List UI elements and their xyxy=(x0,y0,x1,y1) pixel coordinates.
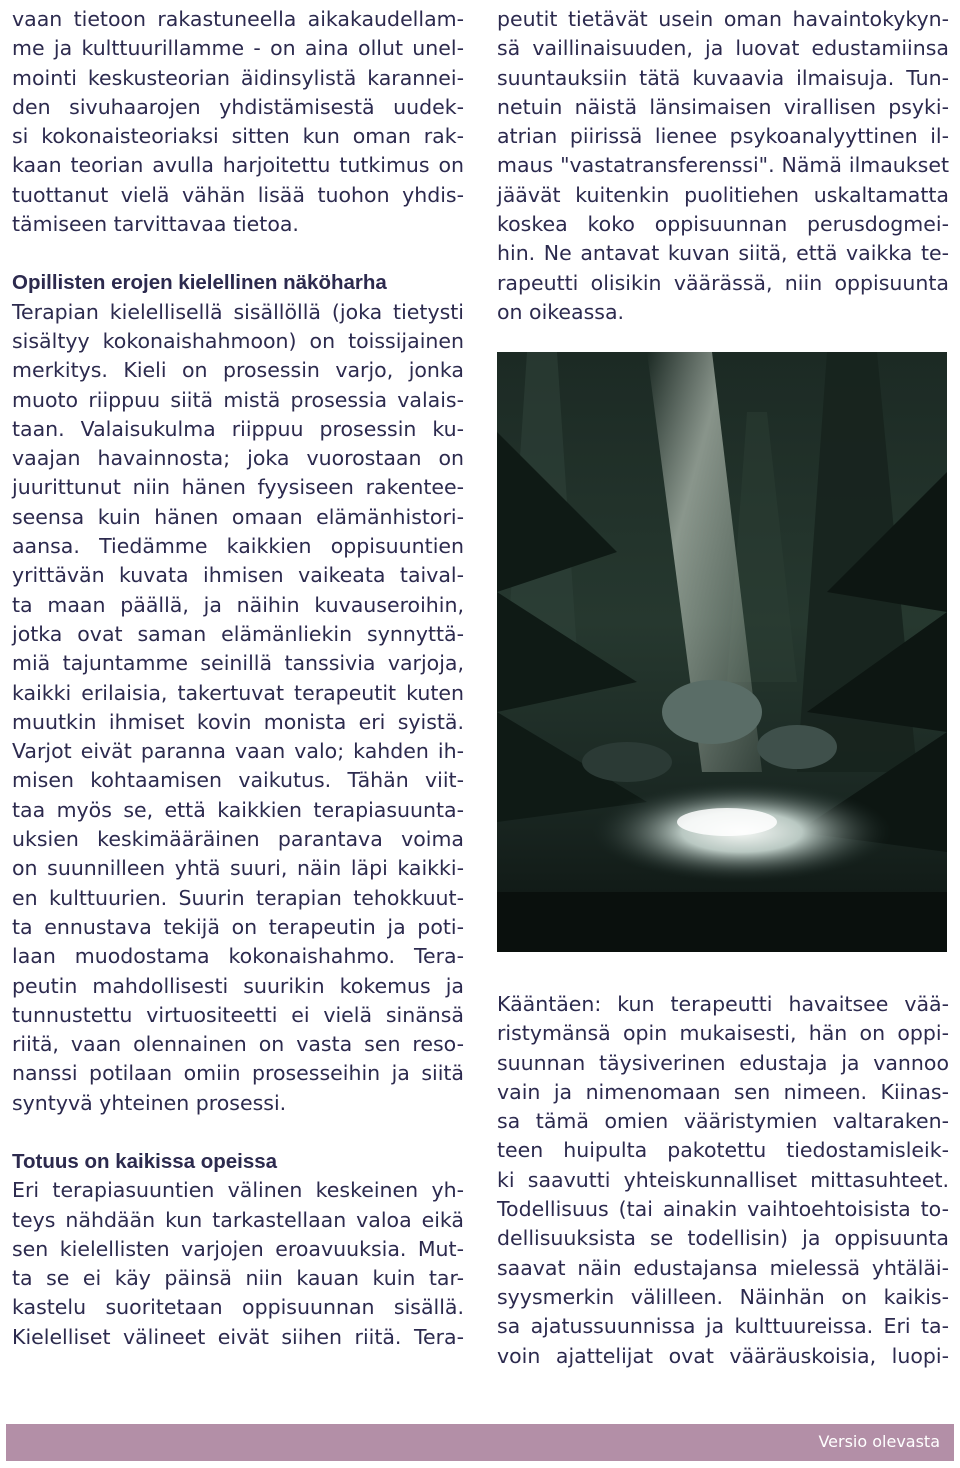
text-line: si kokonaisteoriaksi sitten kun oman rak- xyxy=(12,124,464,149)
text-line: suunnan täysiverinen edustaja ja vannoo xyxy=(497,1050,949,1075)
section-heading-opillisten: Opillisten erojen kielellinen näköharha xyxy=(12,271,387,295)
text-line: kaikki erilaisia, takertuvat terapeutit kuten xyxy=(12,680,464,705)
text-line: misen kohtaamisen vaikutus. Tähän viit- xyxy=(12,768,464,793)
text-line: on oikeassa. xyxy=(497,299,625,324)
text-line: sa ajatussuunnissa ja kulttuureissa. Eri ta- xyxy=(497,1314,949,1339)
text-line: syntyvä yhteinen prosessi. xyxy=(12,1090,287,1115)
text-line: juurittunut niin hänen fyysiseen rakentee- xyxy=(12,475,464,500)
text-line: on suunnilleen yhtä suuri, näin läpi kaikki- xyxy=(12,856,464,881)
text-line: Varjot eivät paranna vaan valo; kahden ih- xyxy=(12,739,464,764)
right-bottom-paragraph xyxy=(497,990,949,1371)
text-line: ristymänsä opin mukaisesti, hän on oppi- xyxy=(497,1021,949,1046)
text-line: nanssi potilaan omiin prosesseihin ja siitä xyxy=(12,1061,464,1086)
text-line: saavat näin edustajansa mielessä yhtäläi- xyxy=(497,1255,949,1280)
text-line: tunnustettu virtuositeetti ei vielä sinänsä xyxy=(12,1002,464,1027)
right-top-paragraph xyxy=(497,5,949,327)
section-heading-totuus: Totuus on kaikissa opeissa xyxy=(12,1149,278,1173)
text-line: riitä, vaan olennainen on vasta sen reso- xyxy=(12,1032,464,1057)
text-line: aansa. Tiedämme kaikkien oppisuuntien xyxy=(12,534,464,559)
text-line: jotka ovat saman elämänliekin synnyttä- xyxy=(12,621,464,646)
text-line: sisältyy kokonaishahmoon) on toissijainen xyxy=(12,328,464,353)
text-line: ta ennustava tekijä on terapeutin ja poti- xyxy=(12,914,464,939)
text-line: maus "vastatransferenssi". Nämä ilmaukset xyxy=(497,153,949,178)
left-column xyxy=(12,5,464,1352)
text-line: dellisuuksista se todellisin) ja oppisuunta xyxy=(497,1226,949,1251)
text-line: vaajan havainnosta; joka vuorostaan on xyxy=(12,446,464,471)
text-line: ta se ei käy päinsä niin kauan kuin tar- xyxy=(12,1266,464,1291)
section2-paragraph xyxy=(12,1176,464,1352)
text-line: kaan teorian avulla harjoitettu tutkimus on xyxy=(12,153,464,178)
text-line: Eri terapiasuuntien välinen keskeinen yh- xyxy=(12,1178,464,1203)
text-line: taan. Valaisukulma riippuu prosessin ku- xyxy=(12,416,464,441)
text-line: suuntauksiin tätä kuvaavia ilmaisuja. Tun- xyxy=(497,65,949,90)
intro-paragraph xyxy=(12,5,464,239)
text-line: miä tajuntamme seinillä tanssivia varjoja, xyxy=(12,651,464,676)
text-line: Todellisuus (tai ainakin vaihtoehtoisista to- xyxy=(497,1197,949,1222)
footer-bar xyxy=(6,1424,954,1461)
text-line: taa myös se, että kaikkien terapiasuunta- xyxy=(12,797,464,822)
text-line: sä vaillinaisuuden, ja luovat edustamiinsa xyxy=(497,36,949,61)
text-line: den sivuhaarojen yhdistämisestä uudek- xyxy=(12,94,464,119)
text-line: seensa kuin hänen omaan elämänhistori- xyxy=(12,504,464,529)
text-line: teen huipulta pakotettu tiedostamisleik- xyxy=(497,1138,949,1163)
text-line: syysmerkin välilleen. Näinhän on kaikis- xyxy=(497,1284,949,1309)
section1-paragraph xyxy=(12,298,464,1118)
text-line: atrian piirissä lienee psykoanalyyttinen il- xyxy=(497,124,949,149)
text-line: muoto riippuu siitä mistä prosessia valais- xyxy=(12,387,464,412)
text-line: hin. Ne antavat kuvan siitä, että vaikka te- xyxy=(497,241,949,266)
forest-photo xyxy=(497,352,947,952)
text-line: vain ja nimenomaan sen nimeen. Kiinas- xyxy=(497,1079,949,1104)
text-line: rapeutti olisikin väärässä, niin oppisuunta xyxy=(497,270,949,295)
text-line: mointi keskusteorian äidinsylistä karannei- xyxy=(12,65,464,90)
text-line: peutit tietävät usein oman havaintokykyn- xyxy=(497,7,949,31)
text-line: merkitys. Kieli on prosessin varjo, jonka xyxy=(12,358,464,383)
right-column-bottom xyxy=(497,990,949,1371)
text-line: yrittävän kuvata ihmisen vaikeata taival- xyxy=(12,563,464,588)
text-line: ki saavutti yhteiskunnalliset mittasuhteet. xyxy=(497,1167,949,1192)
text-line: sa tämä omien vääristymien valtaraken- xyxy=(497,1109,949,1134)
text-line: peutin mahdollisesti suurikin kokemus ja xyxy=(12,973,464,998)
text-line: sen kielellisten varjojen eroavuuksia. Mut- xyxy=(12,1236,464,1261)
text-line: ta maan päällä, ja näihin kuvauseroihin, xyxy=(12,592,464,617)
text-line: Kääntäen: kun terapeutti havaitsee vää- xyxy=(497,992,949,1016)
text-line: netuin näistä länsimaisen virallisen psyki- xyxy=(497,94,949,119)
text-line: uksien keskimääräinen parantava voima xyxy=(12,827,464,852)
right-column-top xyxy=(497,5,949,327)
text-line: tuottanut vielä vähän lisää tuohon yhdis- xyxy=(12,182,464,207)
text-line: kastelu suoritetaan oppisuunnan sisällä. xyxy=(12,1295,464,1320)
text-line: teys nähdään kun tarkastellaan valoa eikä xyxy=(12,1207,464,1232)
text-line: jäävät kuitenkin puolitiehen uskaltamatta xyxy=(497,182,949,207)
footer-label: Versio olevasta xyxy=(818,1432,940,1451)
text-line: voin ajattelijat ovat vääräuskoisia, luopi- xyxy=(497,1343,949,1368)
text-line: muutkin ihmiset kovin monista eri syistä. xyxy=(12,709,464,734)
text-line: Terapian kielellisellä sisällöllä (joka tietysti xyxy=(12,299,464,324)
text-line: en kulttuurien. Suurin terapian tehokkuut- xyxy=(12,885,464,910)
text-line: tämiseen tarvittavaa tietoa. xyxy=(12,212,299,237)
text-line: koskea koko oppisuunnan perusdogmei- xyxy=(497,212,949,237)
text-line: laan muodostama kokonaishahmo. Tera- xyxy=(12,944,464,969)
text-line: vaan tietoon rakastuneella aikakaudellam- xyxy=(12,7,464,31)
text-line: Kielelliset välineet eivät siihen riitä. Tera- xyxy=(12,1324,464,1349)
text-line: me ja kulttuurillamme - on aina ollut unel- xyxy=(12,36,464,61)
